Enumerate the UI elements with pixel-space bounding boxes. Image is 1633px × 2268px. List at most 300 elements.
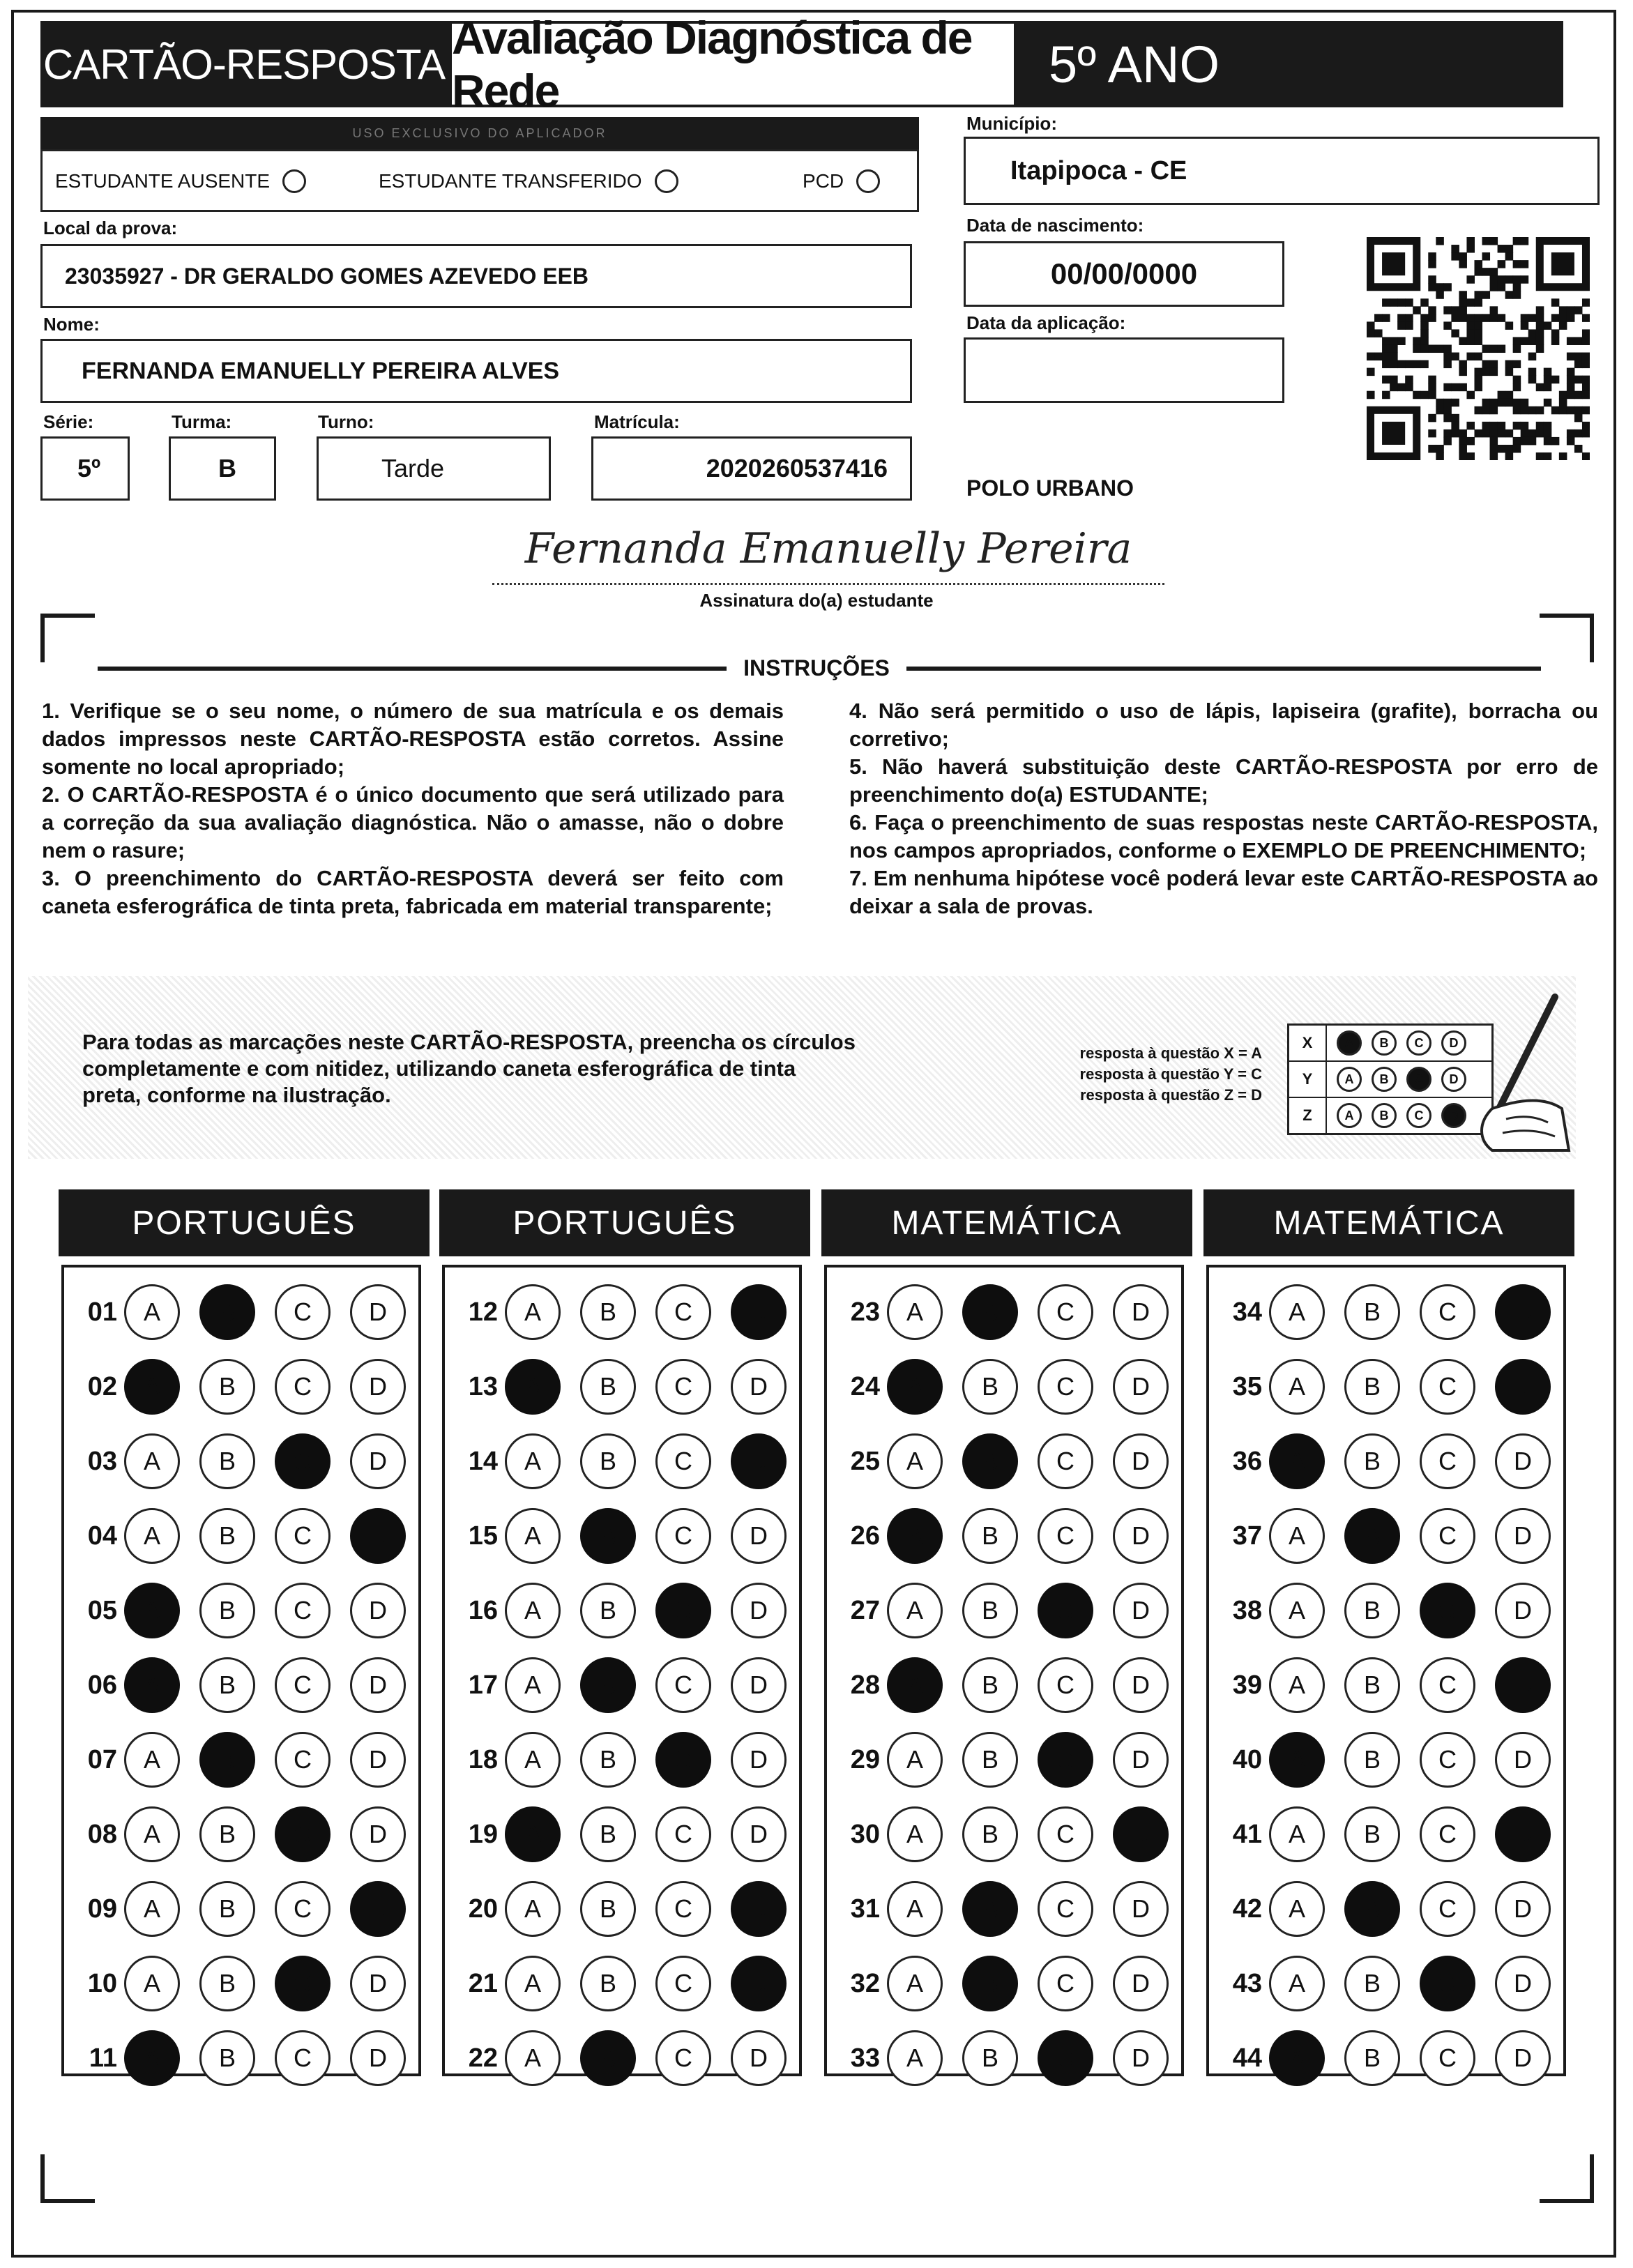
header-exam-title: Avaliação Diagnóstica de Rede	[452, 24, 1014, 105]
answer-bubble-b[interactable]: B	[199, 1583, 255, 1638]
answer-bubble-d[interactable]: D	[1495, 1508, 1551, 1564]
answer-bubble-a[interactable]: A	[887, 1956, 943, 2011]
answer-bubble-b[interactable]: B	[580, 1433, 636, 1489]
instruction-1: 1. Verifique se o seu nome, o número de sua matrícula e os demais dados impressos neste CARTÃO-RESPOSTA estão corretos. Assine somente no local apropriado;	[42, 699, 784, 779]
example-bubble: A	[1337, 1030, 1362, 1056]
answer-bubble-d[interactable]: D	[350, 1359, 406, 1415]
answer-bubble-c[interactable]: C	[1038, 1881, 1093, 1937]
answer-bubble-b[interactable]: B	[962, 1359, 1018, 1415]
answer-bubble-a[interactable]: A	[124, 1433, 180, 1489]
answer-bubble-a[interactable]: A	[124, 1881, 180, 1937]
instruction-6: 6. Faça o preenchimento de suas respostas neste CARTÃO-RESPOSTA, nos campos apropriados, conforme o EXEMPLO DE PREENCHIMENTO;	[849, 810, 1598, 862]
answer-bubble-d[interactable]: D	[1113, 1359, 1169, 1415]
answer-bubble-c[interactable]: C	[1420, 1359, 1475, 1415]
example-bubble: A	[1337, 1067, 1362, 1092]
answer-bubble-b[interactable]: B	[580, 1881, 636, 1937]
matricula-field: 2020260537416	[591, 436, 912, 501]
status-pcd-bubble[interactable]	[856, 169, 880, 193]
question-row	[1216, 1431, 1551, 1492]
answer-bubble-a[interactable]: A	[124, 1583, 180, 1638]
section-header: MATEMÁTICA	[1203, 1189, 1574, 1256]
question-number: 44	[1232, 2043, 1262, 2073]
answer-bubble-d[interactable]: D	[1495, 1881, 1551, 1937]
answer-grid	[442, 1265, 802, 2076]
answer-bubble-a[interactable]: A	[1269, 1359, 1325, 1415]
answer-bubble-d[interactable]: D	[350, 1806, 406, 1862]
answer-bubble-c[interactable]: C	[1420, 1732, 1475, 1788]
example-text: Para todas as marcações neste CARTÃO-RESPOSTA, preencha os círculos completamente e com nitidez, utilizando caneta esferográfica de tinta preta, conforme na ilustração.	[82, 1030, 856, 1107]
question-row	[1216, 1654, 1551, 1716]
answer-bubble-b[interactable]: B	[580, 1583, 636, 1638]
answer-bubble-d[interactable]: D	[1495, 1657, 1551, 1713]
answer-bubble-d[interactable]: D	[350, 1956, 406, 2011]
answer-bubble-a[interactable]: A	[887, 1583, 943, 1638]
question-number: 20	[468, 1894, 498, 1924]
answer-bubble-c[interactable]: C	[1038, 1732, 1093, 1788]
question-number: 41	[1232, 1819, 1262, 1849]
status-pcd-label: PCD	[803, 170, 844, 192]
question-row	[1216, 1356, 1551, 1417]
matricula-label: Matrícula:	[594, 411, 680, 432]
question-number: 38	[1232, 1595, 1262, 1625]
answer-bubble-c[interactable]: C	[1420, 1583, 1475, 1638]
aplicacao-field	[964, 337, 1284, 403]
answer-bubble-a[interactable]: A	[1269, 1806, 1325, 1862]
status-absent	[55, 169, 306, 193]
answer-bubble-a[interactable]: A	[887, 1657, 943, 1713]
question-row	[71, 1729, 406, 1790]
answer-bubble-a[interactable]: A	[505, 1881, 561, 1937]
question-number: 10	[87, 1968, 117, 1998]
answer-bubble-b[interactable]: B	[962, 1881, 1018, 1937]
answer-bubble-d[interactable]: D	[350, 2030, 406, 2086]
answer-bubble-b[interactable]: B	[1344, 2030, 1400, 2086]
example-question-label: Z	[1289, 1098, 1327, 1133]
answer-bubble-d[interactable]: D	[1113, 1284, 1169, 1340]
answer-bubble-b[interactable]: B	[962, 1657, 1018, 1713]
answer-bubble-a[interactable]: A	[1269, 1881, 1325, 1937]
answer-bubble-b[interactable]: B	[199, 1433, 255, 1489]
question-row	[1216, 1953, 1551, 2014]
answer-bubble-b[interactable]: B	[580, 1508, 636, 1564]
answer-bubble-d[interactable]: D	[731, 1359, 787, 1415]
answer-bubble-a[interactable]: A	[505, 2030, 561, 2086]
example-label-z: resposta à questão Z = D	[1079, 1086, 1262, 1104]
question-row	[452, 1580, 787, 1641]
answer-bubble-b[interactable]: B	[1344, 1806, 1400, 1862]
question-number: 24	[850, 1371, 880, 1401]
answer-bubble-d[interactable]: D	[1495, 1433, 1551, 1489]
answer-bubble-c[interactable]: C	[1420, 1806, 1475, 1862]
question-row	[1216, 1804, 1551, 1865]
answer-bubble-c[interactable]: C	[275, 1433, 331, 1489]
answer-bubble-b[interactable]: B	[199, 1881, 255, 1937]
answer-bubble-b[interactable]: B	[1344, 1881, 1400, 1937]
answer-bubble-c[interactable]: C	[1038, 1806, 1093, 1862]
question-number: 22	[468, 2043, 498, 2073]
question-number: 01	[87, 1297, 117, 1327]
answer-bubble-c[interactable]: C	[1420, 2030, 1475, 2086]
question-number: 12	[468, 1297, 498, 1327]
answer-bubble-b[interactable]: B	[580, 1732, 636, 1788]
answer-bubble-b[interactable]: B	[962, 1508, 1018, 1564]
answer-bubble-a[interactable]: A	[887, 1806, 943, 1862]
question-number: 36	[1232, 1446, 1262, 1476]
answer-bubble-a[interactable]: A	[887, 1284, 943, 1340]
answer-bubble-d[interactable]: D	[1495, 1732, 1551, 1788]
answer-bubble-c[interactable]: C	[1038, 1583, 1093, 1638]
answer-bubble-a[interactable]: A	[505, 1657, 561, 1713]
answer-bubble-a[interactable]: A	[1269, 1433, 1325, 1489]
answer-bubble-d[interactable]: D	[1113, 1508, 1169, 1564]
answer-bubble-c[interactable]: C	[1420, 1881, 1475, 1937]
answer-bubble-b[interactable]: B	[1344, 1657, 1400, 1713]
answer-bubble-a[interactable]: A	[505, 1433, 561, 1489]
answer-bubble-a[interactable]: A	[124, 1806, 180, 1862]
answer-bubble-d[interactable]: D	[1113, 1806, 1169, 1862]
question-number: 34	[1232, 1297, 1262, 1327]
question-row	[71, 1281, 406, 1343]
question-row	[452, 1281, 787, 1343]
example-bubble: D	[1441, 1067, 1466, 1092]
turno-field: Tarde	[317, 436, 551, 501]
question-number: 16	[468, 1595, 498, 1625]
question-row	[1216, 1729, 1551, 1790]
answer-bubble-b[interactable]: B	[1344, 1433, 1400, 1489]
answer-bubble-a[interactable]: A	[887, 1732, 943, 1788]
answer-bubble-d[interactable]: D	[350, 1284, 406, 1340]
question-number: 14	[468, 1446, 498, 1476]
answer-bubble-d[interactable]: D	[731, 2030, 787, 2086]
answer-bubble-b[interactable]: B	[1344, 1732, 1400, 1788]
turno-label: Turno:	[318, 411, 374, 432]
question-row	[452, 1878, 787, 1940]
answer-bubble-b[interactable]: B	[580, 1359, 636, 1415]
question-number: 06	[87, 1670, 117, 1700]
answer-bubble-c[interactable]: C	[1038, 1284, 1093, 1340]
answer-bubble-b[interactable]: B	[962, 1284, 1018, 1340]
question-row	[452, 1953, 787, 2014]
answer-bubble-c[interactable]: C	[1038, 1433, 1093, 1489]
question-number: 08	[87, 1819, 117, 1849]
example-bubble: D	[1441, 1103, 1466, 1128]
section-header: MATEMÁTICA	[821, 1189, 1192, 1256]
question-number: 07	[87, 1744, 117, 1774]
question-row	[834, 1729, 1169, 1790]
answer-bubble-d[interactable]: D	[1495, 1956, 1551, 2011]
question-row	[1216, 2027, 1551, 2089]
example-bubble: D	[1441, 1030, 1466, 1056]
answer-bubble-d[interactable]: D	[731, 1433, 787, 1489]
instruction-5: 5. Não haverá substituição deste CARTÃO-RESPOSTA por erro de preenchimento do(a) ESTUDANTE;	[849, 754, 1598, 807]
answer-bubble-b[interactable]: B	[199, 1284, 255, 1340]
answer-bubble-d[interactable]: D	[1495, 1359, 1551, 1415]
status-pcd	[803, 169, 880, 193]
answer-bubble-b[interactable]: B	[580, 1284, 636, 1340]
instructions-left	[42, 697, 784, 920]
answer-grid	[824, 1265, 1184, 2076]
answer-bubble-b[interactable]: B	[1344, 1359, 1400, 1415]
answer-bubble-b[interactable]: B	[580, 1806, 636, 1862]
answer-bubble-a[interactable]: A	[1269, 1284, 1325, 1340]
answer-bubble-a[interactable]: A	[887, 1433, 943, 1489]
signature: Fernanda Emanuelly Pereira	[524, 524, 1132, 573]
example-bubble: B	[1372, 1103, 1397, 1128]
question-row	[71, 1580, 406, 1641]
question-row	[71, 1505, 406, 1567]
answer-bubble-d[interactable]: D	[1113, 1956, 1169, 2011]
answer-bubble-a[interactable]: A	[505, 1732, 561, 1788]
question-number: 04	[87, 1521, 117, 1551]
answer-bubble-c[interactable]: C	[275, 1284, 331, 1340]
question-number: 37	[1232, 1521, 1262, 1551]
answer-bubble-c[interactable]: C	[655, 1732, 711, 1788]
answer-bubble-c[interactable]: C	[275, 1881, 331, 1937]
answer-bubble-c[interactable]: C	[655, 1508, 711, 1564]
example-labels	[962, 1043, 1262, 1106]
answer-bubble-c[interactable]: C	[275, 1583, 331, 1638]
answer-bubble-b[interactable]: B	[962, 1732, 1018, 1788]
question-number: 18	[468, 1744, 498, 1774]
answer-bubble-a[interactable]: A	[887, 1508, 943, 1564]
answer-bubble-d[interactable]: D	[1495, 2030, 1551, 2086]
question-row	[834, 1654, 1169, 1716]
answer-bubble-d[interactable]: D	[731, 1583, 787, 1638]
answer-bubble-d[interactable]: D	[731, 1806, 787, 1862]
question-number: 03	[87, 1446, 117, 1476]
answer-bubble-a[interactable]: A	[887, 2030, 943, 2086]
question-number: 39	[1232, 1670, 1262, 1700]
question-row	[452, 1804, 787, 1865]
status-absent-label: ESTUDANTE AUSENTE	[55, 170, 271, 192]
answer-bubble-c[interactable]: C	[655, 1284, 711, 1340]
question-number: 43	[1232, 1968, 1262, 1998]
answer-bubble-b[interactable]: B	[580, 2030, 636, 2086]
question-row	[71, 1953, 406, 2014]
answer-bubble-d[interactable]: D	[1113, 1657, 1169, 1713]
question-number: 29	[850, 1744, 880, 1774]
question-row	[1216, 1281, 1551, 1343]
answer-bubble-d[interactable]: D	[731, 1881, 787, 1937]
serie-label: Série:	[43, 411, 94, 432]
header-card-title: CARTÃO-RESPOSTA	[40, 21, 448, 107]
answer-bubble-d[interactable]: D	[1113, 2030, 1169, 2086]
answer-bubble-a[interactable]: A	[1269, 2030, 1325, 2086]
question-row	[71, 2027, 406, 2089]
answer-bubble-b[interactable]: B	[1344, 1284, 1400, 1340]
answer-bubble-b[interactable]: B	[199, 1956, 255, 2011]
section-header: PORTUGUÊS	[439, 1189, 810, 1256]
answer-bubble-d[interactable]: D	[1495, 1806, 1551, 1862]
polo-label: POLO URBANO	[966, 475, 1134, 501]
answer-bubble-c[interactable]: C	[1420, 1956, 1475, 2011]
answer-bubble-a[interactable]: A	[1269, 1956, 1325, 2011]
answer-bubble-b[interactable]: B	[199, 1508, 255, 1564]
answer-bubble-a[interactable]: A	[124, 1732, 180, 1788]
question-row	[71, 1804, 406, 1865]
answer-bubble-a[interactable]: A	[505, 1806, 561, 1862]
answer-bubble-a[interactable]: A	[505, 1359, 561, 1415]
instructions-title-wrap	[0, 655, 1633, 681]
signature-label: Assinatura do(a) estudante	[699, 590, 934, 611]
question-number: 15	[468, 1521, 498, 1551]
answer-bubble-c[interactable]: C	[655, 1806, 711, 1862]
example-bubble: C	[1406, 1067, 1431, 1092]
turma-label: Turma:	[172, 411, 232, 432]
question-row	[1216, 1878, 1551, 1940]
question-row	[452, 1654, 787, 1716]
answer-bubble-b[interactable]: B	[580, 1657, 636, 1713]
answer-bubble-c[interactable]: C	[1420, 1657, 1475, 1713]
answer-bubble-a[interactable]: A	[505, 1284, 561, 1340]
answer-bubble-c[interactable]: C	[1420, 1433, 1475, 1489]
name-label: Nome:	[43, 314, 100, 335]
answer-bubble-b[interactable]: B	[199, 1806, 255, 1862]
question-number: 25	[850, 1446, 880, 1476]
example-question-label: Y	[1289, 1062, 1327, 1097]
answer-bubble-c[interactable]: C	[1420, 1284, 1475, 1340]
answer-bubble-b[interactable]: B	[962, 1433, 1018, 1489]
answer-bubble-d[interactable]: D	[731, 1732, 787, 1788]
answer-bubble-a[interactable]: A	[505, 1583, 561, 1638]
example-label-x: resposta à questão X = A	[1079, 1044, 1262, 1062]
answer-bubble-d[interactable]: D	[731, 1657, 787, 1713]
answer-bubble-c[interactable]: C	[275, 1956, 331, 2011]
answer-bubble-c[interactable]: C	[1038, 1359, 1093, 1415]
question-row	[452, 2027, 787, 2089]
answer-bubble-a[interactable]: A	[505, 1956, 561, 2011]
instructions-right	[849, 697, 1598, 920]
question-row	[452, 1356, 787, 1417]
answer-bubble-c[interactable]: C	[1038, 2030, 1093, 2086]
answer-bubble-d[interactable]: D	[350, 1881, 406, 1937]
answer-bubble-d[interactable]: D	[731, 1956, 787, 2011]
answer-bubble-a[interactable]: A	[1269, 1508, 1325, 1564]
answer-bubble-d[interactable]: D	[731, 1508, 787, 1564]
answer-bubble-b[interactable]: B	[962, 1583, 1018, 1638]
answer-bubble-c[interactable]: C	[655, 1433, 711, 1489]
question-number: 21	[468, 1968, 498, 1998]
answer-bubble-a[interactable]: A	[1269, 1583, 1325, 1638]
question-row	[71, 1356, 406, 1417]
answer-bubble-d[interactable]: D	[350, 1732, 406, 1788]
status-box	[40, 149, 919, 212]
answer-bubble-d[interactable]: D	[1113, 1881, 1169, 1937]
status-transferred	[379, 169, 678, 193]
answer-bubble-c[interactable]: C	[275, 1359, 331, 1415]
status-transferred-bubble[interactable]	[655, 169, 678, 193]
municipio-label: Município:	[966, 113, 1057, 134]
nascimento-label: Data de nascimento:	[966, 215, 1144, 236]
answer-bubble-d[interactable]: D	[1113, 1732, 1169, 1788]
question-row	[452, 1505, 787, 1567]
answer-bubble-d[interactable]: D	[350, 1657, 406, 1713]
answer-bubble-b[interactable]: B	[1344, 1508, 1400, 1564]
answer-bubble-a[interactable]: A	[887, 1881, 943, 1937]
question-row	[834, 1878, 1169, 1940]
answer-bubble-a[interactable]: A	[505, 1508, 561, 1564]
question-row	[71, 1654, 406, 1716]
question-row	[71, 1431, 406, 1492]
question-number: 11	[89, 2043, 117, 2073]
turma-field: B	[169, 436, 276, 501]
answer-bubble-a[interactable]: A	[1269, 1732, 1325, 1788]
status-absent-bubble[interactable]	[282, 169, 306, 193]
answer-bubble-c[interactable]: C	[1038, 1657, 1093, 1713]
question-number: 02	[87, 1371, 117, 1401]
answer-bubble-c[interactable]: C	[275, 1657, 331, 1713]
answer-bubble-d[interactable]: D	[1113, 1433, 1169, 1489]
answer-bubble-b[interactable]: B	[199, 1732, 255, 1788]
header-grade: 5º ANO	[1017, 21, 1563, 107]
answer-bubble-d[interactable]: D	[350, 1583, 406, 1638]
answer-bubble-b[interactable]: B	[199, 1359, 255, 1415]
answer-bubble-a[interactable]: A	[887, 1359, 943, 1415]
municipio-field: Itapipoca - CE	[964, 137, 1600, 205]
answer-bubble-c[interactable]: C	[275, 1806, 331, 1862]
answer-bubble-b[interactable]: B	[962, 2030, 1018, 2086]
answer-bubble-c[interactable]: C	[655, 1359, 711, 1415]
answer-bubble-a[interactable]: A	[124, 1956, 180, 2011]
qr-code-graphic	[1367, 237, 1590, 460]
answer-bubble-d[interactable]: D	[350, 1508, 406, 1564]
answer-bubble-c[interactable]: C	[655, 1657, 711, 1713]
answer-bubble-c[interactable]: C	[655, 1583, 711, 1638]
corner-bottom-right	[1540, 2154, 1594, 2203]
answer-bubble-d[interactable]: D	[1495, 1583, 1551, 1638]
answer-bubble-c[interactable]: C	[1420, 1508, 1475, 1564]
answer-bubble-c[interactable]: C	[655, 1881, 711, 1937]
answer-bubble-c[interactable]: C	[275, 2030, 331, 2086]
question-row	[452, 1729, 787, 1790]
answer-bubble-a[interactable]: A	[124, 1284, 180, 1340]
answer-bubble-b[interactable]: B	[962, 1956, 1018, 2011]
answer-bubble-b[interactable]: B	[962, 1806, 1018, 1862]
answer-bubble-d[interactable]: D	[350, 1433, 406, 1489]
answer-bubble-b[interactable]: B	[1344, 1956, 1400, 2011]
question-number: 32	[850, 1968, 880, 1998]
answer-bubble-a[interactable]: A	[124, 2030, 180, 2086]
answer-bubble-c[interactable]: C	[275, 1508, 331, 1564]
answer-bubble-d[interactable]: D	[731, 1284, 787, 1340]
answer-bubble-b[interactable]: B	[580, 1956, 636, 2011]
name-field: FERNANDA EMANUELLY PEREIRA ALVES	[40, 339, 912, 403]
answer-bubble-a[interactable]: A	[124, 1508, 180, 1564]
answer-bubble-a[interactable]: A	[1269, 1657, 1325, 1713]
question-number: 19	[468, 1819, 498, 1849]
answer-bubble-c[interactable]: C	[1038, 1508, 1093, 1564]
answer-bubble-b[interactable]: B	[199, 1657, 255, 1713]
answer-bubble-c[interactable]: C	[1038, 1956, 1093, 2011]
answer-grid	[1206, 1265, 1566, 2076]
question-row	[834, 1281, 1169, 1343]
answer-bubble-d[interactable]: D	[1495, 1284, 1551, 1340]
answer-bubble-c[interactable]: C	[655, 2030, 711, 2086]
instruction-4: 4. Não será permitido o uso de lápis, lapiseira (grafite), borracha ou corretivo;	[849, 699, 1598, 751]
answer-bubble-b[interactable]: B	[1344, 1583, 1400, 1638]
answer-bubble-a[interactable]: A	[124, 1359, 180, 1415]
answer-bubble-a[interactable]: A	[124, 1657, 180, 1713]
example-bubble: B	[1372, 1030, 1397, 1056]
hand-pen-icon	[1450, 990, 1576, 1157]
instructions-title: INSTRUÇÕES	[727, 655, 906, 680]
answer-grid	[61, 1265, 421, 2076]
answer-bubble-b[interactable]: B	[199, 2030, 255, 2086]
answer-bubble-c[interactable]: C	[275, 1732, 331, 1788]
question-number: 26	[850, 1521, 880, 1551]
answer-bubble-d[interactable]: D	[1113, 1583, 1169, 1638]
answer-bubble-c[interactable]: C	[655, 1956, 711, 2011]
